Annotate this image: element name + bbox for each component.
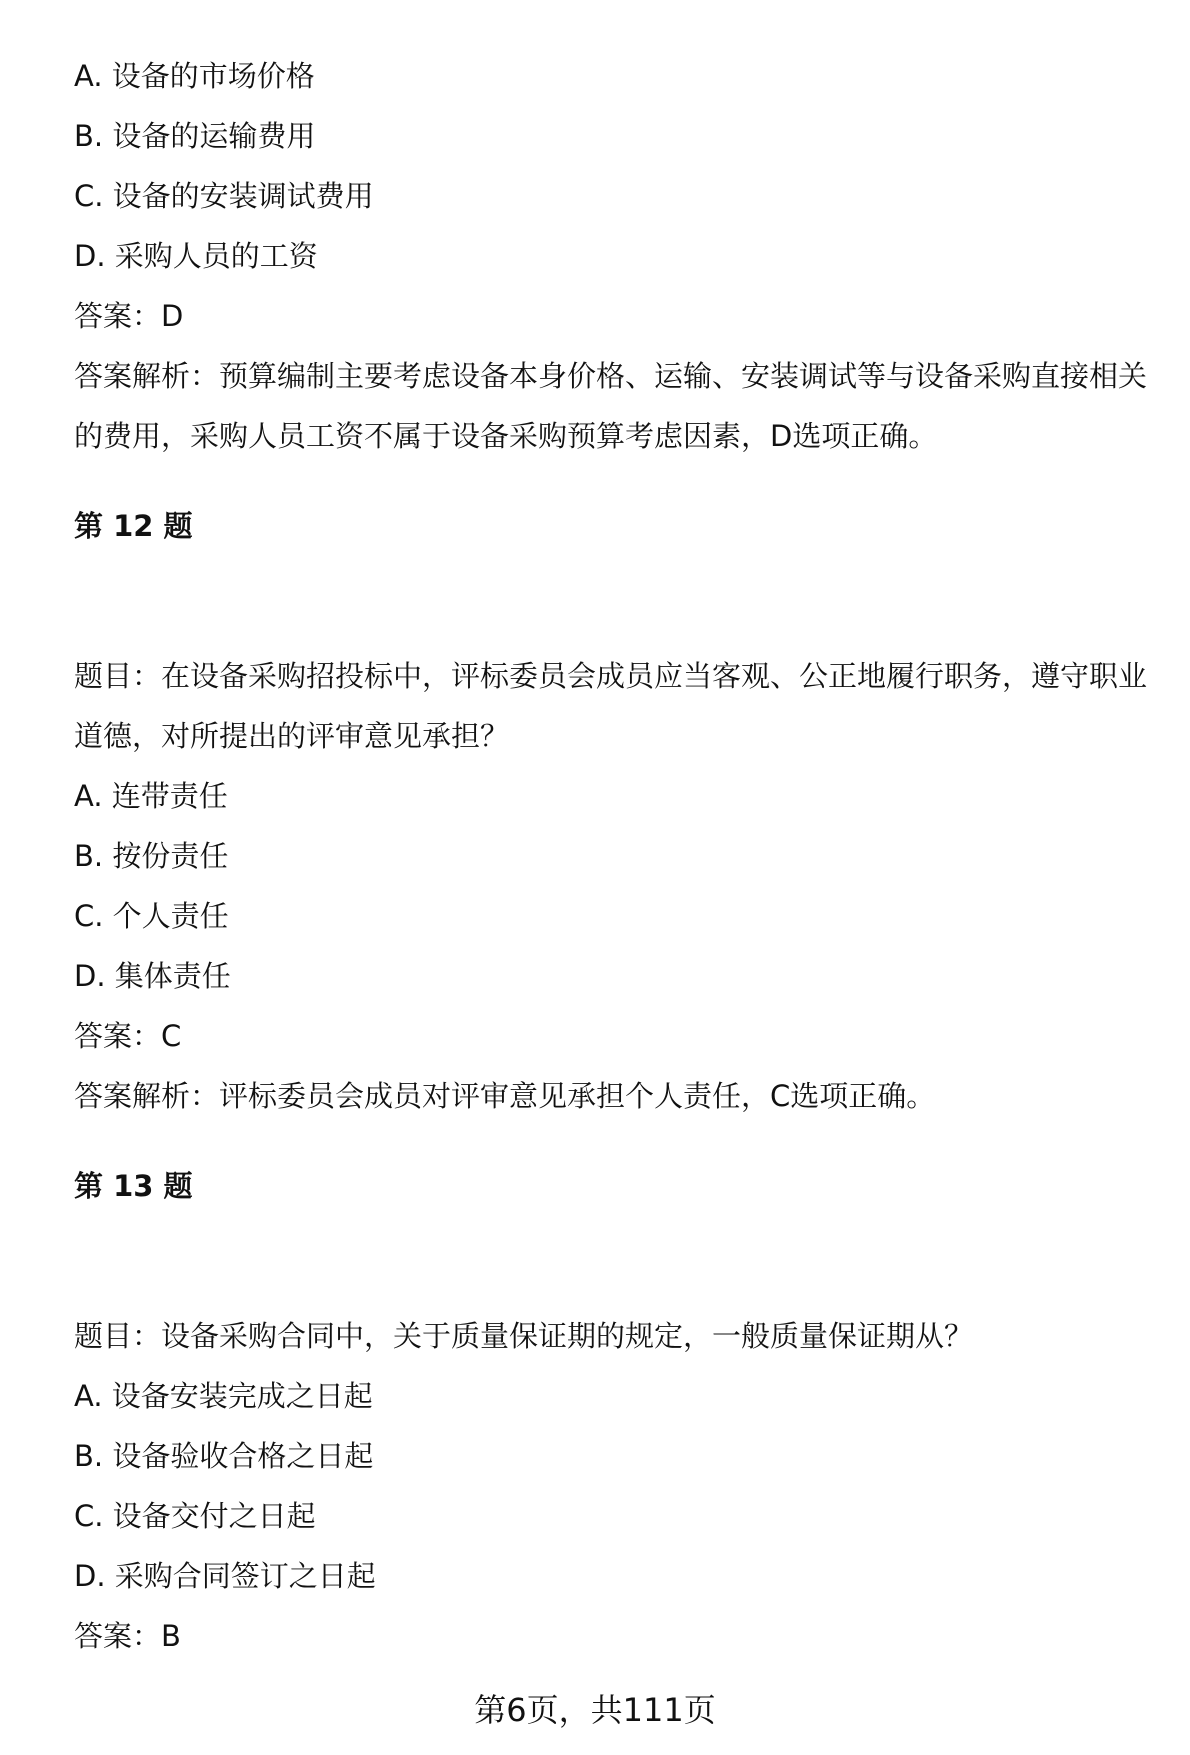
option-c: C. 个人责任 xyxy=(74,899,229,933)
question-text: 题目：在设备采购招投标中，评标委员会成员应当客观、公正地履行职务，遵守职业道德，对所提出的评审意见承担？ xyxy=(74,659,1148,753)
option-d: D. 集体责任 xyxy=(74,959,231,993)
question-12-block xyxy=(74,496,1154,1126)
page-number-footer: 第6页，共111页 xyxy=(474,1691,716,1729)
answer: 答案：C xyxy=(74,1019,182,1053)
answer: 答案：D xyxy=(74,299,184,333)
option-c: C. 设备的安装调试费用 xyxy=(74,179,374,213)
answer-explanation: 答案解析：预算编制主要考虑设备本身价格、运输、安装调试等与设备采购直接相关的费用，采购人员工资不属于设备采购预算考虑因素，D选项正确。 xyxy=(74,359,1148,453)
option-b: B. 设备的运输费用 xyxy=(74,119,316,153)
option-a: A. 连带责任 xyxy=(74,779,228,813)
question-heading: 第 13 题 xyxy=(74,1169,193,1203)
answer: 答案：B xyxy=(74,1619,181,1653)
option-d: D. 采购人员的工资 xyxy=(74,239,318,273)
question-heading: 第 12 题 xyxy=(74,509,193,543)
page-content xyxy=(74,46,1154,1666)
option-c: C. 设备交付之日起 xyxy=(74,1499,316,1533)
option-a: A. 设备的市场价格 xyxy=(74,59,315,93)
question-11-block xyxy=(74,46,1154,466)
question-text: 题目：设备采购合同中，关于质量保证期的规定，一般质量保证期从？ xyxy=(74,1319,974,1353)
option-b: B. 设备验收合格之日起 xyxy=(74,1439,374,1473)
answer-explanation: 答案解析：评标委员会成员对评审意见承担个人责任，C选项正确。 xyxy=(74,1079,936,1113)
option-b: B. 按份责任 xyxy=(74,839,229,873)
option-a: A. 设备安装完成之日起 xyxy=(74,1379,373,1413)
option-d: D. 采购合同签订之日起 xyxy=(74,1559,376,1593)
question-13-block xyxy=(74,1156,1154,1666)
